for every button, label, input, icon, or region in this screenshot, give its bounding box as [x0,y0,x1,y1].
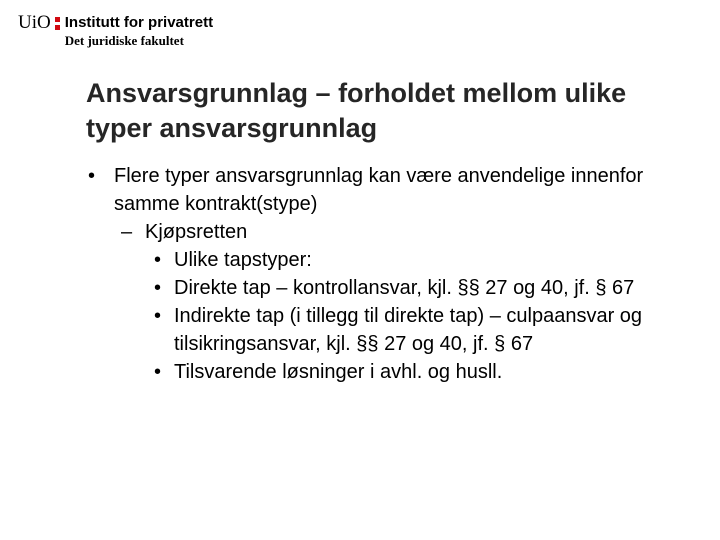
bullet-marker: • [154,277,162,299]
bullet-marker: • [154,361,162,383]
bullet-text: Ulike tapstyper: [174,249,312,271]
bullet-level3 [88,358,713,386]
header [18,12,213,48]
bullet-text: Direkte tap – kontrollansvar, kjl. §§ 27 og 40, jf. § 67 [174,277,635,299]
uio-colon-logo-icon [55,17,60,30]
slide-title: Ansvarsgrunnlag – forholdet mellom ulike typer ansvarsgrunnlag [86,78,627,143]
bullet-text: Kjøpsretten [145,221,248,243]
institute-name: Institutt for privatrett [64,14,214,31]
bullet-level3 [88,302,713,358]
bullet-marker: • [154,305,162,327]
faculty-name: Det juridiske fakultet [64,33,184,48]
bullet-marker: • [154,249,162,271]
bullet-level3 [88,246,713,274]
bullet-text: Tilsvarende løsninger i avhl. og husll. [174,361,503,383]
bullet-level3 [88,274,713,302]
logo-dot-top [55,17,60,22]
bullet-text: Indirekte tap (i tillegg til direkte tap) – culpaansvar og tilsikringsansvar, kjl. §§ 27 og 40, jf. § 67 [174,305,643,355]
dash-marker: – [121,221,133,243]
bullet-marker: • [88,165,96,187]
uio-logo: UiO [18,12,51,33]
institution-block [65,12,213,48]
bullet-text: Flere typer ansvarsgrunnlag kan være anvendelige innenfor samme kontrakt(stype) [114,165,644,215]
logo-dot-bottom [55,25,60,30]
bullet-level1 [88,162,713,218]
bullet-level2 [88,218,713,246]
slide-content [88,162,713,386]
